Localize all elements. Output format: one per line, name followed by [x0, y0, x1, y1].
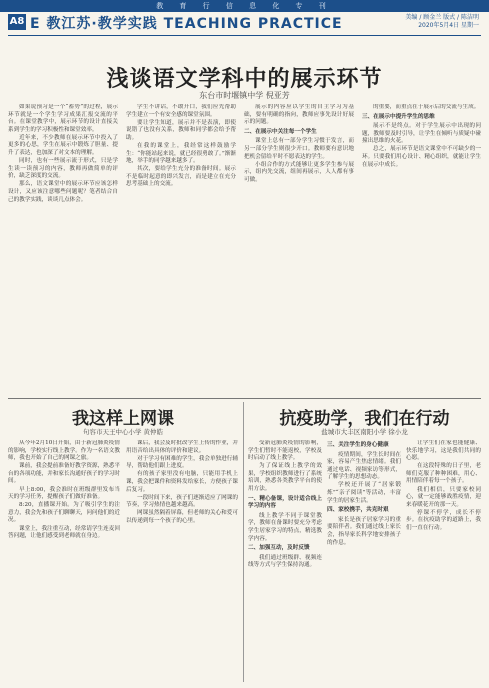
main-article-column-3 [244, 104, 354, 394]
paragraph: 我们通过班级群、视频连线等方式与学生保持沟通。 [248, 554, 322, 569]
paragraph: 课堂上总有一部分学生习惯于发言，而另一部分学生则很少开口。教师要有意识地把机会留给平时不愿表达的学生。 [244, 138, 354, 160]
subheading: 一、精心备课，设计适合线上学习的内容 [248, 495, 322, 510]
paragraph: 总之，展示环节是语文课堂中不可缺少的一环。只要我们用心设计、精心组织，就能让学生在展示中成长。 [362, 146, 481, 168]
paragraph: 课堂上，我注重互动，经常请学生连麦回答问题，让他们感受到老师就在身边。 [8, 525, 120, 540]
main-article-column-4 [362, 104, 481, 394]
paragraph: 让学生们在家也能健康、快乐地学习，这是我们共同的心愿。 [406, 440, 481, 462]
paragraph: 8:20，直播课开始。为了吸引学生的注意力，我会先和孩子们聊聊天，问问他们的近况。 [8, 502, 120, 524]
paragraph: 线上教学不同于课堂教学，教师在备课时要充分考虑学生居家学习的特点，精选教学内容。 [248, 512, 322, 542]
paragraph: 从今年2月10日开始，由于新冠肺炎疫情的影响，学校实行线上教学。作为一名语文教师，我也开始了自己的网课之旅。 [8, 440, 120, 462]
paragraph: 要让学生知道，展示并不是表演，即使说错了也没有关系，教师和同学都会给予帮助。 [126, 119, 236, 141]
paragraph: 学生不讲话，不敢开口，我们应先帮助学生建立一个有安全感的课堂氛围。 [126, 104, 236, 118]
paragraph: 有的孩子家里没有电脑，只能用手机上课，我会把课件和资料发给家长，方便孩子课后复习。 [126, 471, 238, 493]
left-article-author: 句容市天王中心小学 黄仲皓 [82, 428, 164, 436]
paragraph: 在这段特殊的日子里，老师们克服了种种困难，用心、用情陪伴着每一个孩子。 [406, 463, 481, 485]
section-title: E 教江苏·教学实践 TEACHING PRACTICE [30, 16, 343, 32]
paragraph: 我们相信，只要家校同心，就一定能够战胜疫情，迎来春暖花开的那一天。 [406, 486, 481, 508]
left-article-title: 我这样上网课 [72, 409, 174, 429]
date-line: 2020年5月4日 星期一 [418, 22, 479, 29]
paragraph: 课前，我会提前准备好教学资源，熟悉平台的各项功能，并和家长沟通好孩子的学习时间。 [8, 463, 120, 485]
paragraph: 家长是孩子居家学习的重要陪伴者。我们通过线上家长会，指导家长科学地安排孩子的作息。 [327, 516, 401, 546]
paragraph: 一段时间下来，孩子们逐渐适应了网课的节奏，学习热情也越来越高。 [126, 494, 238, 509]
paragraph: 疫情期间，学生长时间在家，容易产生焦虑情绪。我们通过电话、视频家访等形式，了解学生的思想动态。 [327, 451, 401, 481]
paragraph: 学校还开展了“居家锻炼”“亲子阅读”等活动，丰富学生的居家生活。 [327, 482, 401, 504]
paragraph: 对于学习有困难的学生，我会单独进行辅导，帮助他们跟上进度。 [126, 455, 238, 470]
paragraph: 展示不是终点。对于学生展示中出现的问题，教师要及时引导，让学生在倾听与质疑中碰撞出思维的火花。 [362, 123, 481, 145]
right-article-column-3 [406, 440, 481, 680]
newspaper-banner: 教 育 行 信 息 化 专 刊 [0, 0, 489, 12]
editor-info [405, 14, 479, 30]
column-divider [243, 402, 244, 682]
paragraph: 小组合作的方式能够让更多学生参与展示，组内先交流，组间再展示，人人都有事可做。 [244, 161, 354, 183]
paragraph: 的重要，而重点在于展示后的交流与生成。 [373, 104, 480, 110]
left-article-column-1 [8, 440, 120, 680]
subheading: 二、加强互动，及时反馈 [248, 545, 310, 552]
header-rule [8, 35, 481, 36]
paragraph: 如果说预习是一个“蓄势”的过程，展示环节就是一个学生学习成果汇报交流的平台。在课堂教学中，展示环节的设计直接关系到学生的学习积极性和课堂效率。 [8, 104, 118, 133]
right-article-title: 抗疫助学，我们在行动 [279, 409, 450, 429]
paragraph: 课后，我会及时批改学生上传的作业，并用语音给出具体的评价和建议。 [126, 440, 238, 454]
section-divider [8, 398, 481, 399]
main-article-column-1 [8, 104, 118, 394]
left-article-column-2 [126, 440, 238, 680]
paragraph: 展示的内容应以学生的自主学习为基础，要有明确的指向，教师应事先设计好展示的问题。 [244, 104, 354, 126]
main-article-column-2 [126, 104, 236, 394]
page-number-tag: A8 [8, 14, 26, 30]
paragraph: 停课不停学，成长不停步。在抗疫助学的道路上，我们一直在行动。 [406, 509, 481, 532]
right-article-author: 盐城市大丰区南阳小学 徐小龙 [321, 428, 408, 436]
paragraph: 早上8:00，我会准时在班级群里发布当天的学习任务，提醒孩子们做好准备。 [8, 486, 120, 501]
paragraph: 同时，也有一些展示流于形式，只是学生读一读预习的内容，教师再做简单的评价，缺乏深度的交流。 [8, 158, 118, 180]
paragraph: 受新冠肺炎疫情的影响，学生们暂时不能返校，学校及时启动了线上教学。 [248, 440, 322, 462]
paragraph: 那么，语文课堂中的展示环节应该怎样设计，又应该注意哪些问题呢？笔者结合自己的教学实践，谈谈几点体会。 [8, 181, 118, 203]
main-article-title: 浅谈语文学科中的展示环节 [106, 67, 383, 92]
paragraph: 近年来，不少教师在展示环节中投入了更多的心思，学生在展示中锻炼了胆量、提升了表达，也加深了对文本的理解。 [8, 134, 118, 157]
subheading: 四、家校携手，共克时艰 [327, 507, 389, 514]
paragraph: 为了保证线上教学的效果，学校组织教师进行了系统培训，熟悉各类教学平台的使用方法。 [248, 463, 322, 493]
main-article-author: 东台市时堰镇中学 倪亚芳 [199, 91, 290, 100]
subheading: 三、关注学生的身心健康 [327, 442, 389, 448]
paragraph: 在我的课堂上，我经常这样鼓励学生：“你能站起来说，就已经很勇敢了。”渐渐地，举手的同学越来越多了。 [126, 142, 236, 165]
paragraph: 其次，要给学生充分的准备时间。展示不是临时起意的即兴发言，而是建立在充分思考基础上的交流。 [126, 166, 236, 188]
editor-line: 美编 / 顾金兰 版式 / 陈洁明 [405, 14, 479, 21]
subheading: 三、在展示中提升学生的思维 [362, 113, 435, 120]
right-article-column-1 [248, 440, 322, 680]
page-header [0, 12, 489, 34]
right-article-column-2 [327, 440, 401, 680]
subheading: 二、在展示中关注每一个学生 [244, 128, 317, 135]
paragraph: 网课虽然隔着屏幕，但老师的关心和爱可以传递到每一个孩子的心里。 [126, 510, 238, 524]
